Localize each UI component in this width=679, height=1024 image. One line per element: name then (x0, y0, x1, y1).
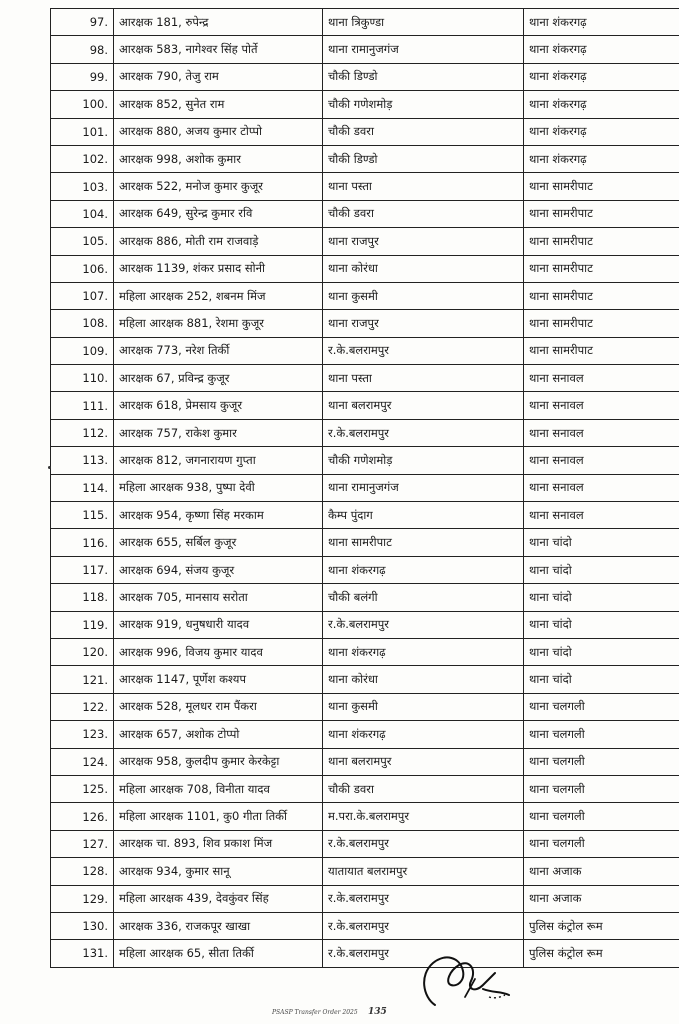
constable-name-cell: महिला आरक्षक 439, देवकुंवर सिंह (114, 885, 323, 912)
new-posting-cell: पुलिस कंट्रोल रूम (524, 912, 679, 939)
row-serial-number: 109. (51, 337, 114, 364)
page-number: 135 (368, 1007, 387, 1017)
constable-name-cell: आरक्षक 618, प्रेमसाय कुजूर (114, 392, 323, 419)
constable-name-cell: आरक्षक 886, मोती राम राजवाड़े (114, 228, 323, 255)
new-posting-cell: थाना सामरीपाट (524, 200, 679, 227)
row-serial-number: 121. (51, 666, 114, 693)
current-posting-cell: थाना रामानुजगंज (323, 474, 524, 501)
table-row (51, 748, 679, 775)
row-serial-number: 111. (51, 392, 114, 419)
current-posting-cell: थाना पस्ता (323, 365, 524, 392)
constable-name-cell: महिला आरक्षक 938, पुष्पा देवी (114, 474, 323, 501)
row-serial-number: 126. (51, 803, 114, 830)
constable-name-cell: आरक्षक 880, अजय कुमार टोप्पो (114, 118, 323, 145)
constable-name-cell: आरक्षक 773, नरेश तिर्की (114, 337, 323, 364)
current-posting-cell: चौकी डिण्डो (323, 145, 524, 172)
constable-name-cell: आरक्षक चा. 893, शिव प्रकाश मिंज (114, 830, 323, 857)
table-row (51, 9, 679, 36)
signature-icon (405, 935, 555, 1015)
row-serial-number: 124. (51, 748, 114, 775)
table-row (51, 775, 679, 802)
new-posting-cell: थाना सामरीपाट (524, 310, 679, 337)
table-row (51, 529, 679, 556)
current-posting-cell: चौकी गणेशमोड़ (323, 91, 524, 118)
table-row (51, 858, 679, 885)
table-row (51, 611, 679, 638)
current-posting-cell: थाना पस्ता (323, 173, 524, 200)
current-posting-cell: चौकी डवरा (323, 118, 524, 145)
new-posting-cell: पुलिस कंट्रोल रूम (524, 940, 679, 967)
new-posting-cell: थाना चांदो (524, 638, 679, 665)
table-row (51, 36, 679, 63)
table-row (51, 392, 679, 419)
current-posting-cell: थाना शंकरगढ़ (323, 721, 524, 748)
new-posting-cell: थाना सामरीपाट (524, 337, 679, 364)
constable-name-cell: आरक्षक 954, कृष्णा सिंह मरकाम (114, 502, 323, 529)
constable-name-cell: आरक्षक 1139, शंकर प्रसाद सोनी (114, 255, 323, 282)
new-posting-cell: थाना शंकरगढ़ (524, 63, 679, 90)
row-serial-number: 128. (51, 858, 114, 885)
row-serial-number: 112. (51, 419, 114, 446)
current-posting-cell: थाना कोरंधा (323, 666, 524, 693)
current-posting-cell: थाना राजपुर (323, 310, 524, 337)
new-posting-cell: थाना अजाक (524, 885, 679, 912)
new-posting-cell: थाना चांदो (524, 556, 679, 583)
row-serial-number: 110. (51, 365, 114, 392)
new-posting-cell: थाना शंकरगढ़ (524, 9, 679, 36)
constable-name-cell: आरक्षक 790, तेजु राम (114, 63, 323, 90)
row-serial-number: 127. (51, 830, 114, 857)
table-row (51, 474, 679, 501)
table-row (51, 145, 679, 172)
new-posting-cell: थाना शंकरगढ़ (524, 36, 679, 63)
row-serial-number: 97. (51, 9, 114, 36)
row-serial-number: 99. (51, 63, 114, 90)
row-serial-number: 104. (51, 200, 114, 227)
current-posting-cell: थाना बलरामपुर (323, 748, 524, 775)
constable-name-cell: आरक्षक 694, संजय कुजूर (114, 556, 323, 583)
row-serial-number: 116. (51, 529, 114, 556)
new-posting-cell: थाना चांदो (524, 529, 679, 556)
page-footer (0, 1007, 679, 1021)
table-row (51, 255, 679, 282)
table-row (51, 365, 679, 392)
new-posting-cell: थाना सामरीपाट (524, 282, 679, 309)
row-serial-number: 98. (51, 36, 114, 63)
row-serial-number: 108. (51, 310, 114, 337)
constable-name-cell: आरक्षक 67, प्रविन्द्र कुजूर (114, 365, 323, 392)
constable-name-cell: आरक्षक 998, अशोक कुमार (114, 145, 323, 172)
new-posting-cell: थाना चांदो (524, 611, 679, 638)
row-serial-number: 122. (51, 693, 114, 720)
row-serial-number: 113. (51, 447, 114, 474)
new-posting-cell: थाना सामरीपाट (524, 173, 679, 200)
row-serial-number: 131. (51, 940, 114, 967)
table-row (51, 885, 679, 912)
table-row (51, 447, 679, 474)
table-row (51, 118, 679, 145)
new-posting-cell: थाना सनावल (524, 365, 679, 392)
table-row (51, 200, 679, 227)
constable-name-cell: आरक्षक 705, मानसाय सरोता (114, 584, 323, 611)
table-row (51, 419, 679, 446)
new-posting-cell: थाना सनावल (524, 419, 679, 446)
new-posting-cell: थाना चलगली (524, 721, 679, 748)
constable-name-cell: आरक्षक 181, रुपेन्द्र (114, 9, 323, 36)
constable-name-cell: आरक्षक 528, मूलधर राम पैंकरा (114, 693, 323, 720)
current-posting-cell: र.के.बलरामपुर (323, 912, 524, 939)
row-serial-number: 101. (51, 118, 114, 145)
table-row (51, 310, 679, 337)
new-posting-cell: थाना चलगली (524, 748, 679, 775)
table-row (51, 63, 679, 90)
row-serial-number: 100. (51, 91, 114, 118)
footer-doc-title: PSASP Transfer Order 2025 (272, 1009, 358, 1016)
table-row (51, 666, 679, 693)
new-posting-cell: थाना शंकरगढ़ (524, 91, 679, 118)
constable-name-cell: आरक्षक 958, कुलदीप कुमार केरकेट्टा (114, 748, 323, 775)
current-posting-cell: थाना राजपुर (323, 228, 524, 255)
current-posting-cell: म.परा.के.बलरामपुर (323, 803, 524, 830)
table-row (51, 556, 679, 583)
constable-name-cell: आरक्षक 996, विजय कुमार यादव (114, 638, 323, 665)
table-row (51, 638, 679, 665)
row-serial-number: 120. (51, 638, 114, 665)
table-row (51, 803, 679, 830)
current-posting-cell: थाना कुसमी (323, 693, 524, 720)
transfer-table-body (51, 9, 679, 968)
constable-name-cell: आरक्षक 336, राजकपूर खाखा (114, 912, 323, 939)
scan-speck (48, 466, 51, 469)
table-row (51, 502, 679, 529)
constable-name-cell: महिला आरक्षक 708, विनीता यादव (114, 775, 323, 802)
current-posting-cell: र.के.बलरामपुर (323, 611, 524, 638)
current-posting-cell: थाना कुसमी (323, 282, 524, 309)
current-posting-cell: थाना कोरंधा (323, 255, 524, 282)
current-posting-cell: थाना शंकरगढ़ (323, 638, 524, 665)
table-row (51, 337, 679, 364)
constable-name-cell: आरक्षक 934, कुमार सानू (114, 858, 323, 885)
constable-name-cell: आरक्षक 1147, पूर्णेश कश्यप (114, 666, 323, 693)
row-serial-number: 130. (51, 912, 114, 939)
new-posting-cell: थाना चलगली (524, 830, 679, 857)
new-posting-cell: थाना चांदो (524, 666, 679, 693)
new-posting-cell: थाना सनावल (524, 447, 679, 474)
row-serial-number: 123. (51, 721, 114, 748)
table-row (51, 228, 679, 255)
row-serial-number: 115. (51, 502, 114, 529)
current-posting-cell: चौकी डवरा (323, 200, 524, 227)
constable-name-cell: महिला आरक्षक 881, रेशमा कुजूर (114, 310, 323, 337)
current-posting-cell: चौकी बलंगी (323, 584, 524, 611)
table-row (51, 830, 679, 857)
row-serial-number: 119. (51, 611, 114, 638)
constable-name-cell: आरक्षक 812, जगनारायण गुप्ता (114, 447, 323, 474)
table-row (51, 721, 679, 748)
constable-name-cell: आरक्षक 852, सुनेत राम (114, 91, 323, 118)
current-posting-cell: र.के.बलरामपुर (323, 830, 524, 857)
constable-name-cell: आरक्षक 757, राकेश कुमार (114, 419, 323, 446)
row-serial-number: 125. (51, 775, 114, 802)
constable-name-cell: महिला आरक्षक 1101, कु0 गीता तिर्की (114, 803, 323, 830)
new-posting-cell: थाना शंकरगढ़ (524, 145, 679, 172)
current-posting-cell: चौकी डवरा (323, 775, 524, 802)
current-posting-cell: थाना त्रिकुण्डा (323, 9, 524, 36)
row-serial-number: 117. (51, 556, 114, 583)
constable-name-cell: महिला आरक्षक 252, शबनम मिंज (114, 282, 323, 309)
table-row (51, 693, 679, 720)
constable-name-cell: आरक्षक 919, धनुषधारी यादव (114, 611, 323, 638)
new-posting-cell: थाना चलगली (524, 803, 679, 830)
new-posting-cell: थाना सनावल (524, 502, 679, 529)
current-posting-cell: कैम्प पुंदाग (323, 502, 524, 529)
current-posting-cell: र.के.बलरामपुर (323, 337, 524, 364)
row-serial-number: 103. (51, 173, 114, 200)
current-posting-cell: र.के.बलरामपुर (323, 885, 524, 912)
row-serial-number: 129. (51, 885, 114, 912)
current-posting-cell: थाना बलरामपुर (323, 392, 524, 419)
new-posting-cell: थाना चलगली (524, 693, 679, 720)
constable-name-cell: आरक्षक 649, सुरेन्द्र कुमार रवि (114, 200, 323, 227)
current-posting-cell: थाना शंकरगढ़ (323, 556, 524, 583)
current-posting-cell: थाना रामानुजगंज (323, 36, 524, 63)
new-posting-cell: थाना शंकरगढ़ (524, 118, 679, 145)
current-posting-cell: र.के.बलरामपुर (323, 940, 524, 967)
current-posting-cell: थाना सामरीपाट (323, 529, 524, 556)
current-posting-cell: र.के.बलरामपुर (323, 419, 524, 446)
new-posting-cell: थाना चलगली (524, 775, 679, 802)
constable-name-cell: आरक्षक 655, सर्बिल कुजूर (114, 529, 323, 556)
row-serial-number: 118. (51, 584, 114, 611)
current-posting-cell: चौकी डिण्डो (323, 63, 524, 90)
constable-name-cell: आरक्षक 583, नागेश्वर सिंह पोर्ते (114, 36, 323, 63)
current-posting-cell: यातायात बलरामपुर (323, 858, 524, 885)
table-row (51, 173, 679, 200)
constable-name-cell: आरक्षक 522, मनोज कुमार कुजूर (114, 173, 323, 200)
new-posting-cell: थाना सामरीपाट (524, 255, 679, 282)
new-posting-cell: थाना सामरीपाट (524, 228, 679, 255)
new-posting-cell: थाना सनावल (524, 392, 679, 419)
row-serial-number: 107. (51, 282, 114, 309)
new-posting-cell: थाना चांदो (524, 584, 679, 611)
transfer-table (50, 8, 679, 968)
row-serial-number: 105. (51, 228, 114, 255)
new-posting-cell: थाना अजाक (524, 858, 679, 885)
constable-name-cell: महिला आरक्षक 65, सीता तिर्की (114, 940, 323, 967)
constable-name-cell: आरक्षक 657, अशोक टोप्पो (114, 721, 323, 748)
table-row (51, 912, 679, 939)
table-row (51, 282, 679, 309)
row-serial-number: 102. (51, 145, 114, 172)
table-row (51, 940, 679, 967)
new-posting-cell: थाना सनावल (524, 474, 679, 501)
table-row (51, 91, 679, 118)
row-serial-number: 114. (51, 474, 114, 501)
table-row (51, 584, 679, 611)
row-serial-number: 106. (51, 255, 114, 282)
current-posting-cell: चौकी गणेशमोड़ (323, 447, 524, 474)
